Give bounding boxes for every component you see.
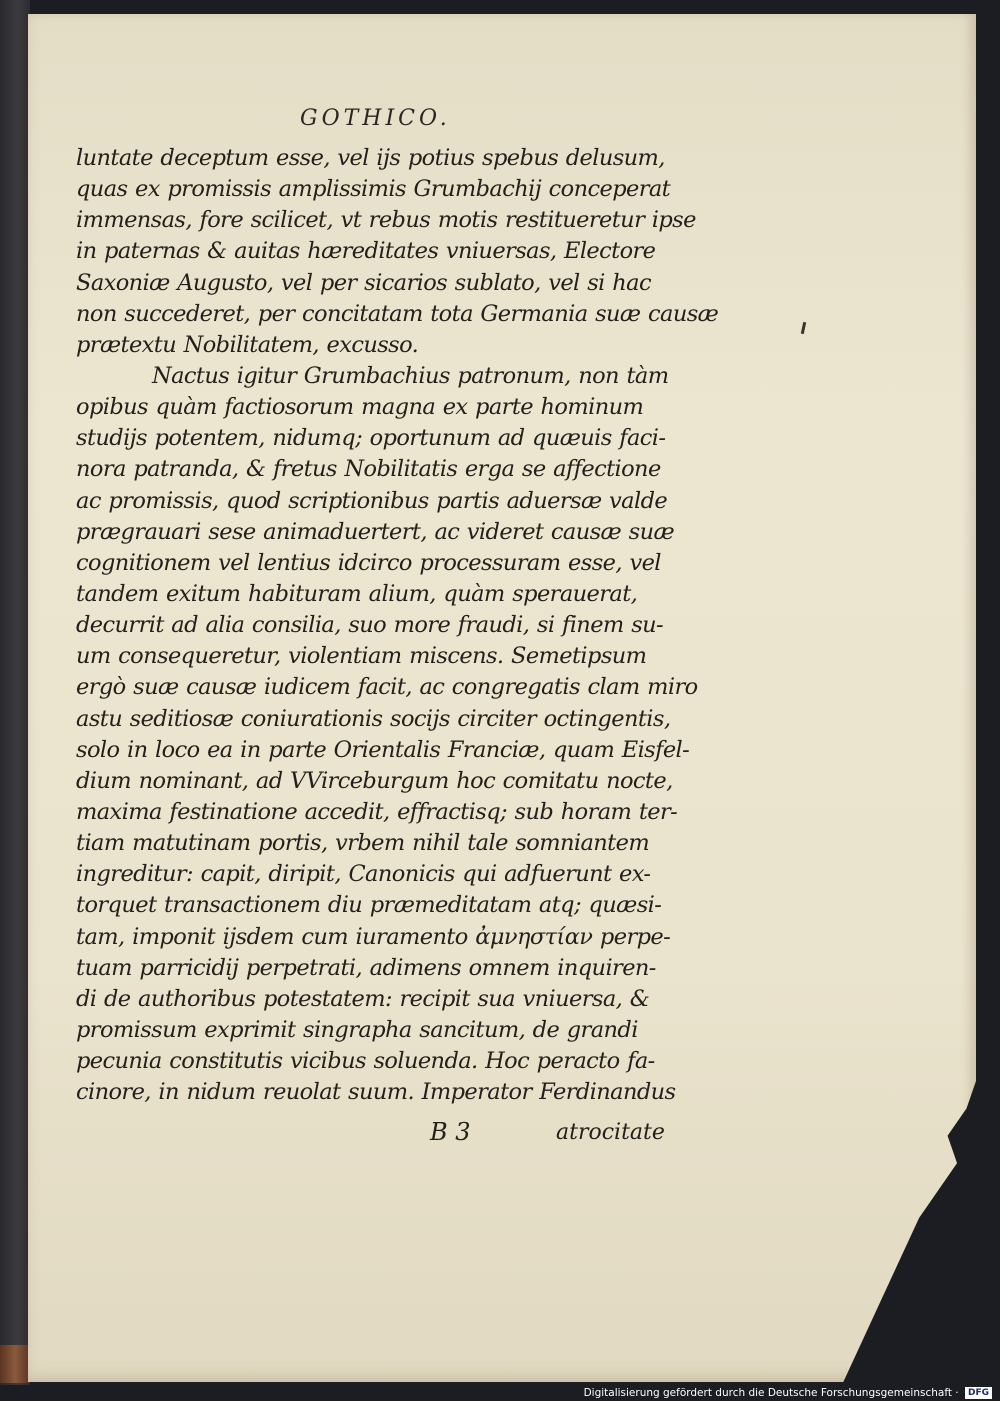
text-line: quas ex promissis amplissimis Grumbachij conceperat: [76, 176, 671, 203]
running-head: GOTHICO.: [300, 106, 451, 131]
text-line: prætextu Nobilitatem, excusso.: [76, 331, 419, 358]
text-line: pecunia constitutis vicibus soluenda. Hoc peracto fa-: [76, 1048, 655, 1075]
body-text: [76, 143, 719, 1108]
text-line: opibus quàm factiosorum magna ex parte hominum: [76, 394, 644, 421]
text-line: tam, imponit ijsdem cum iuramento ἀμνηστίαν perpe-: [76, 923, 671, 950]
text-line: cinore, in nidum reuolat suum. Imperator Ferdinandus: [76, 1079, 676, 1106]
text-line: prægrauari sese animaduertert, ac videret causæ suæ: [76, 518, 675, 545]
text-line: Saxoniæ Augusto, vel per sicarios sublato, vel si hac: [76, 269, 651, 296]
text-line: maxima festinatione accedit, effractisq; sub horam ter-: [76, 798, 678, 825]
text-line: tiam matutinam portis, vrbem nihil tale somniantem: [76, 830, 650, 857]
credit-text: Digitalisierung gefördert durch die Deutsche Forschungsgemeinschaft: [583, 1387, 952, 1399]
paragraph-start-line: Nactus igitur Grumbachius patronum, non tàm: [152, 362, 669, 389]
binding-leather-band: [0, 1345, 30, 1383]
text-line: immensas, fore scilicet, vt rebus motis restitueretur ipse: [76, 207, 696, 234]
text-line: nora patranda, & fretus Nobilitatis erga se affectione: [76, 456, 661, 483]
signature-mark: B 3: [430, 1118, 471, 1146]
text-line: dium nominant, ad VVirceburgum hoc comitatu nocte,: [76, 767, 673, 794]
text-line: luntate deceptum esse, vel ijs potius spebus delusum,: [76, 145, 665, 171]
text-line: decurrit ad alia consilia, suo more fraudi, si finem su-: [76, 612, 664, 639]
book-binding: [0, 0, 30, 1385]
text-line: ac promissis, quod scriptionibus partis aduersæ valde: [76, 487, 668, 514]
text-line: ergò suæ causæ iudicem facit, ac congregatis clam miro: [76, 674, 698, 701]
text-line: um consequeretur, violentiam miscens. Semetipsum: [76, 643, 647, 670]
text-line: di de authoribus potestatem: recipit sua vniuersa, &: [76, 985, 650, 1012]
catchword: atrocitate: [556, 1120, 665, 1145]
text-line: torquet transactionem diu præmeditatam atq; quæsi-: [76, 892, 662, 919]
credit-separator: ·: [955, 1387, 962, 1399]
digitization-credit: [584, 1385, 992, 1401]
text-line: solo in loco ea in parte Orientalis Franciæ, quam Eisfel-: [76, 736, 690, 763]
text-line: in paternas & auitas hæreditates vniuersas, Electore: [76, 238, 656, 265]
text-line: ingreditur: capit, diripit, Canonicis qui adfuerunt ex-: [76, 861, 651, 888]
text-line: cognitionem vel lentius idcirco processuram esse, vel: [76, 549, 661, 576]
dfg-logo-icon: DFG: [965, 1387, 992, 1399]
text-line: studijs potentem, nidumq; oportunum ad quæuis faci-: [76, 425, 666, 452]
text-line: tandem exitum habituram alium, quàm sperauerat,: [76, 580, 638, 607]
text-line: astu seditiosæ coniurationis socijs circiter octingentis,: [76, 705, 671, 732]
text-line: tuam parricidij perpetrati, adimens omnem inquiren-: [76, 954, 656, 981]
text-line: non succederet, per concitatam tota Germania suæ causæ: [76, 300, 719, 327]
text-line: promissum exprimit singrapha sancitum, de grandi: [76, 1016, 638, 1043]
